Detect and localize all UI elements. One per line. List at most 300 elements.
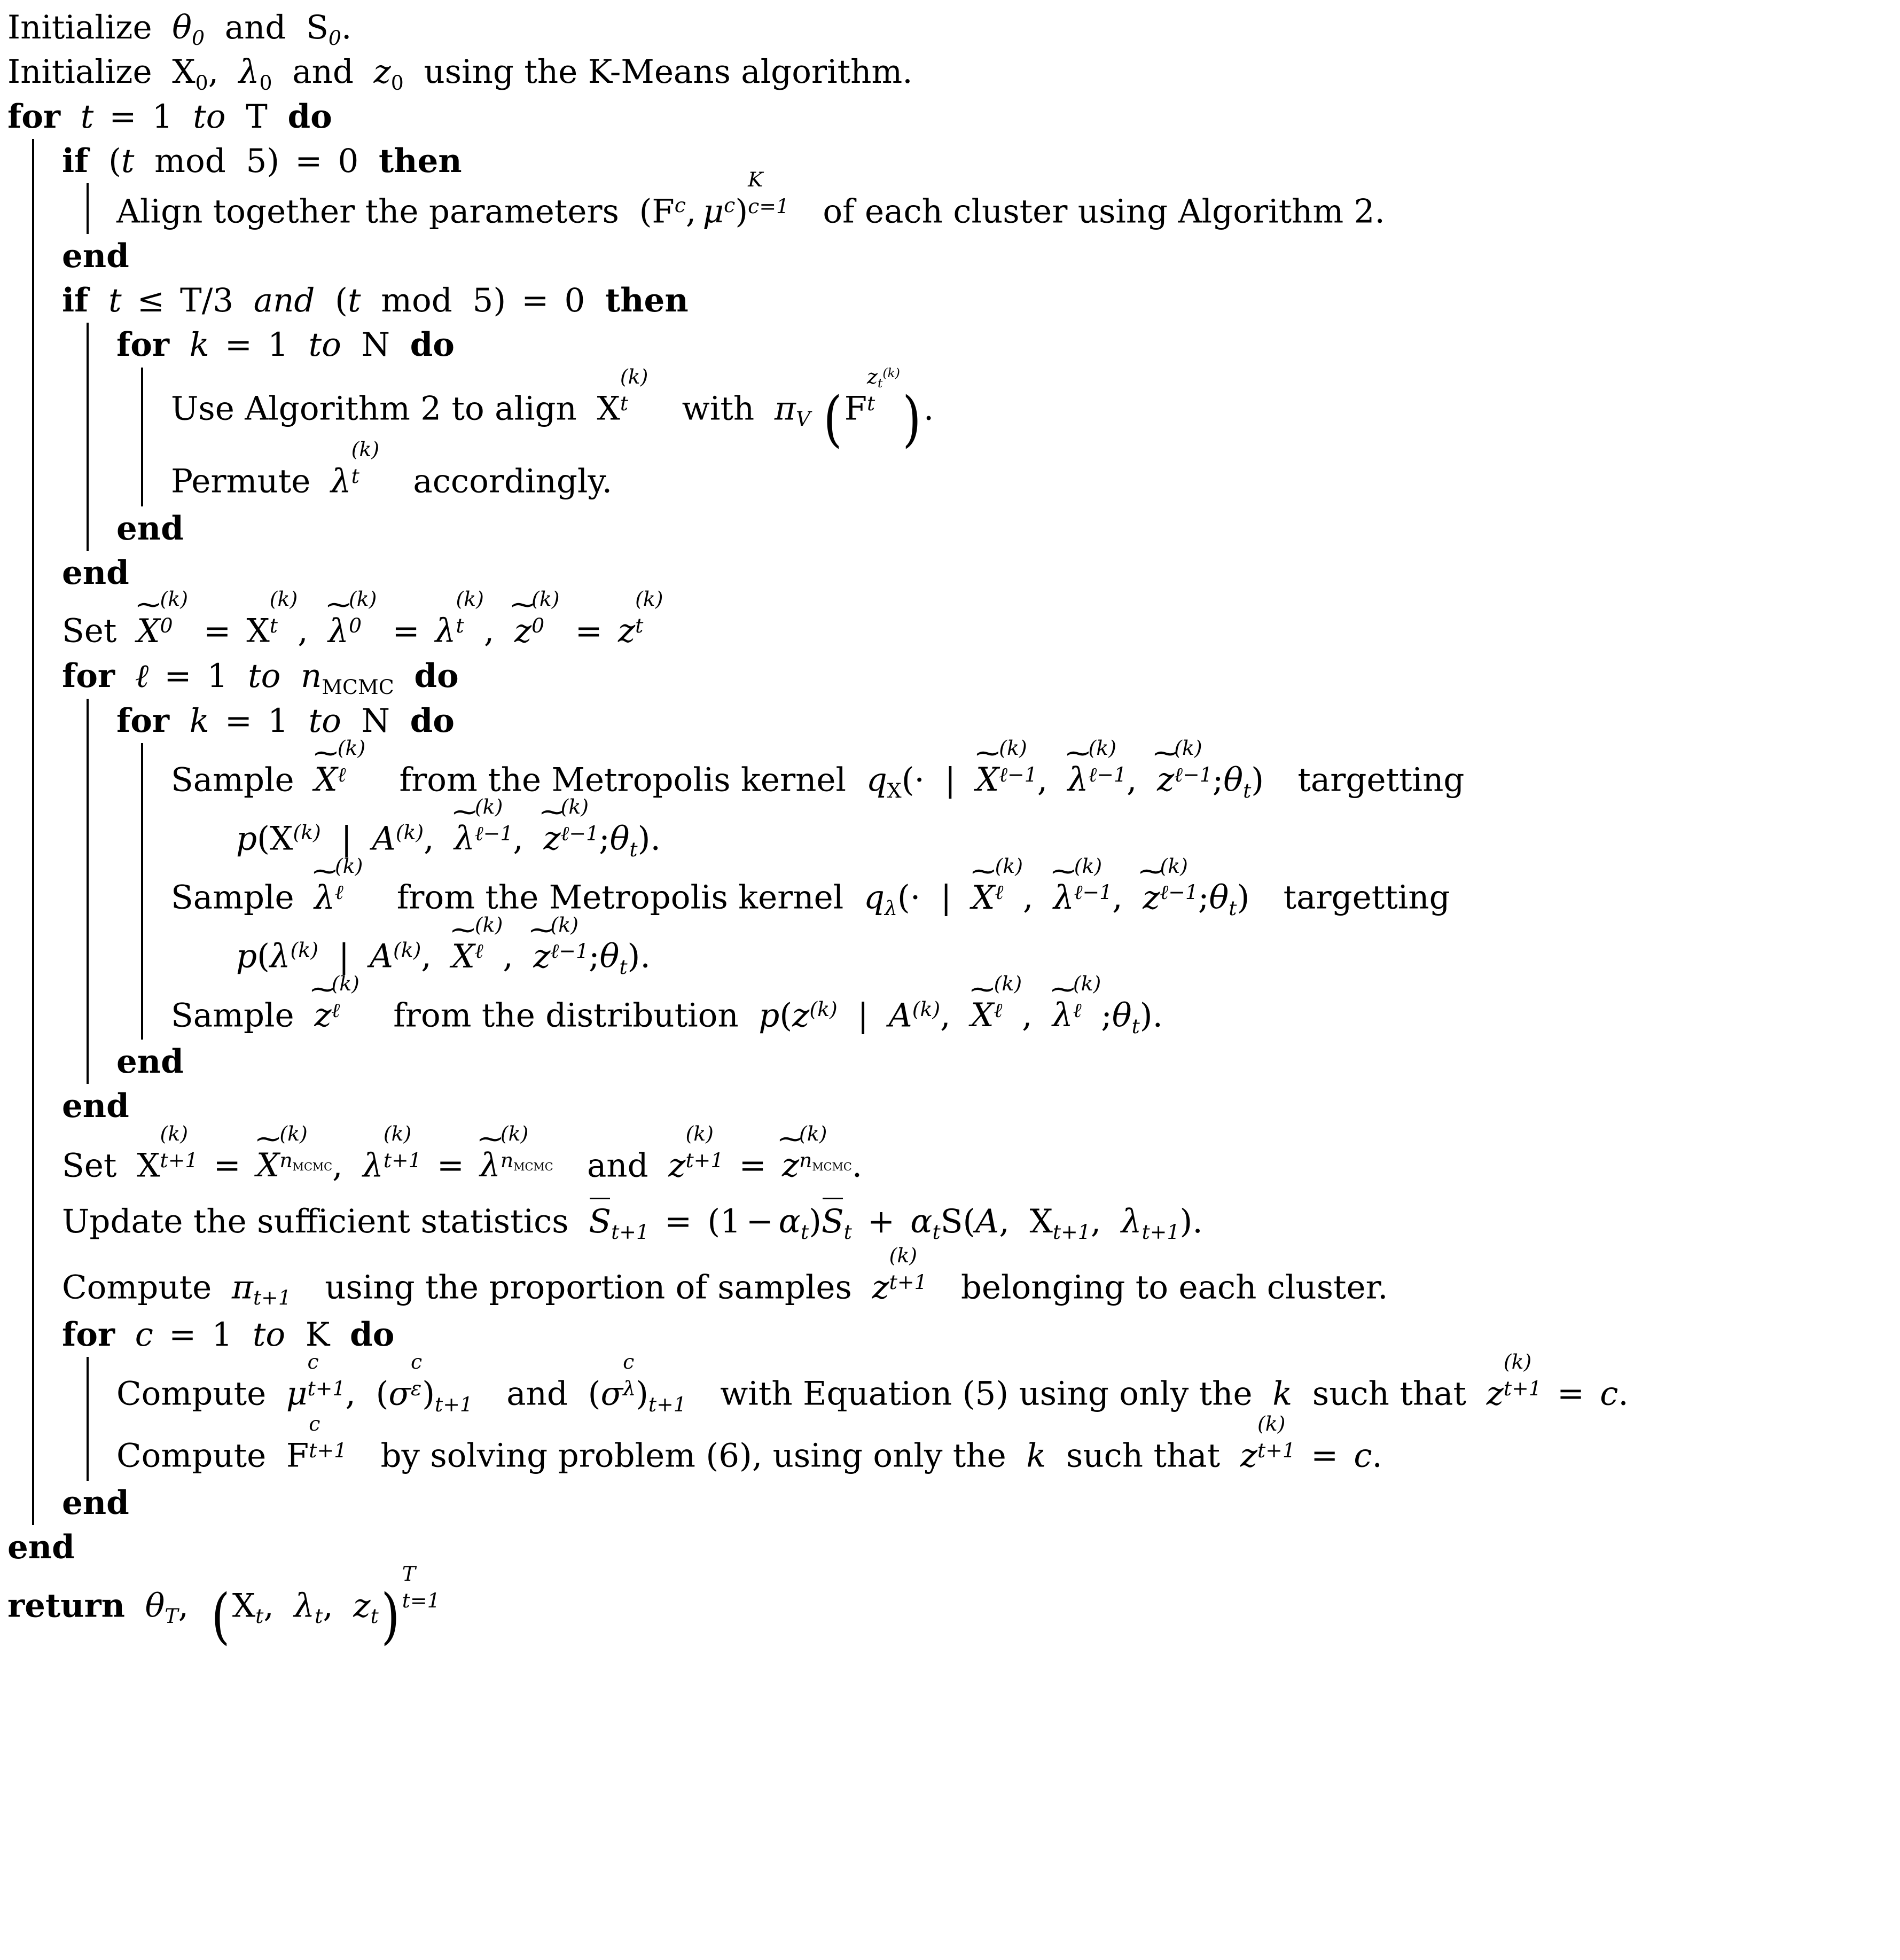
keyword-then: then — [605, 282, 689, 320]
var-z: z — [872, 1268, 889, 1306]
sup-k: (k) — [1073, 972, 1101, 996]
sub-t1: t+1 — [307, 1376, 346, 1400]
var-X-tilde: ~ X — [256, 1144, 279, 1186]
sup-k: (k) — [635, 587, 663, 611]
sub-X: X — [887, 778, 902, 802]
text: Initialize — [7, 53, 152, 91]
keyword-if: if — [62, 142, 89, 180]
sup-k: (k) — [560, 794, 589, 818]
keyword-end: end — [62, 1087, 129, 1126]
var-c: c — [135, 1315, 153, 1354]
sup-sub-pair — [1503, 1350, 1542, 1406]
sup-z: $z_t^{(k)}$ — [867, 364, 900, 391]
sup-k: (k) — [474, 912, 503, 936]
line-compute-F — [116, 1412, 1890, 1481]
keyword-to: to — [308, 326, 341, 364]
var-X-tilde: ~ X — [137, 610, 160, 652]
sup-sub-pair — [1257, 1412, 1295, 1468]
semicolon: ; — [589, 937, 600, 975]
var-z: z — [353, 1586, 371, 1625]
sub-lm1: ℓ−1 — [474, 821, 513, 845]
var-alpha: α — [910, 1202, 933, 1240]
var-lambda-tilde: ~ λ — [1053, 877, 1074, 919]
sub-T: T — [165, 1604, 178, 1628]
var-sigma: σ — [600, 1375, 623, 1413]
sup-k: (k) — [393, 938, 421, 962]
var-X: X — [172, 53, 196, 91]
comma: , — [208, 53, 219, 91]
sup-sub-pair — [867, 364, 900, 421]
sup-k: (k) — [269, 587, 298, 611]
keyword-then: then — [378, 142, 462, 180]
sub-t: t — [315, 1604, 323, 1628]
var-k: k — [1272, 1375, 1293, 1413]
sub: 0 — [191, 26, 205, 50]
sup-c: c — [623, 1350, 635, 1374]
line-if-mod5 — [62, 139, 1890, 183]
sub-lm1: ℓ−1 — [999, 762, 1037, 786]
keyword-end: end — [62, 1483, 129, 1522]
value-start: 1 — [152, 97, 173, 136]
sub-V: V — [795, 407, 811, 431]
sup-k: (k) — [995, 854, 1023, 878]
line-for-t — [7, 95, 1890, 139]
var-theta: θ — [145, 1586, 165, 1625]
var-z: z — [668, 1146, 686, 1184]
line-end-for-k-second — [116, 1040, 1890, 1084]
sup-k: (k) — [160, 587, 188, 611]
period: . — [1372, 1436, 1382, 1475]
operator-equals: = — [739, 1146, 767, 1184]
value-start: 1 — [212, 1315, 233, 1354]
text-tail: targetting — [1297, 761, 1465, 799]
keyword-end: end — [116, 1043, 184, 1081]
keyword-do: do — [410, 701, 455, 740]
paren-close: ) — [493, 282, 506, 320]
period: . — [650, 819, 661, 858]
sup: (k) — [882, 365, 900, 380]
line-target-X — [171, 794, 1890, 861]
text-and: and — [587, 1146, 648, 1184]
sup-k: (k) — [799, 1121, 827, 1145]
sup: c — [724, 193, 736, 217]
keyword-and: and — [253, 282, 315, 320]
comma: , — [263, 1586, 274, 1625]
value-start: 1 — [207, 657, 228, 696]
sup-sub-pair — [474, 794, 513, 851]
paren-close: ) — [809, 1202, 822, 1240]
period: . — [1192, 1202, 1203, 1240]
sub-t: t — [255, 1604, 264, 1628]
comma: , — [1127, 761, 1137, 799]
var-F: F — [286, 1436, 309, 1475]
sup-k: (k) — [351, 437, 380, 461]
value-0: 0 — [564, 282, 585, 320]
sup-sub-pair — [309, 1412, 347, 1468]
paren-open: ( — [779, 996, 793, 1035]
var-p: p — [759, 996, 780, 1035]
keyword-do: do — [350, 1315, 395, 1354]
line-end-for-l — [62, 1084, 1890, 1128]
sub-l: ℓ — [337, 762, 346, 786]
block-if-mod5-body — [87, 168, 1890, 234]
line-target-lambda — [171, 912, 1890, 979]
sub-l: ℓ — [331, 998, 340, 1022]
sub-t: t — [843, 1220, 852, 1244]
sub-t: t — [932, 1220, 941, 1244]
keyword-for: for — [62, 1315, 115, 1354]
operator-equals: = — [295, 142, 323, 180]
sub-c1: c=1 — [748, 194, 789, 218]
keyword-do: do — [410, 326, 455, 364]
sub-l: ℓ — [474, 939, 483, 963]
operator-equals: = — [436, 1146, 465, 1184]
text: Use Algorithm 2 to align — [171, 389, 577, 427]
var-lambda-tilde: ~ λ — [314, 877, 335, 919]
keyword-to: to — [193, 97, 226, 136]
sup-k: (k) — [994, 972, 1022, 996]
text-with: with — [682, 389, 755, 427]
operator-slash: / — [201, 282, 213, 320]
keyword-end: end — [62, 237, 129, 275]
text-tail: of each cluster using Algorithm 2. — [823, 192, 1385, 231]
keyword-for: for — [116, 326, 170, 364]
line-update-statistics — [62, 1193, 1890, 1251]
text: Sample — [171, 761, 294, 799]
block-for-k-second-body — [141, 736, 1890, 1040]
bar: | — [338, 937, 350, 975]
sub-t1: t+1 — [160, 1148, 198, 1172]
period: . — [1618, 1375, 1629, 1413]
paren-open: ( — [707, 1202, 721, 1240]
operator-mod: mod — [154, 142, 226, 180]
period: . — [923, 389, 934, 427]
sup-sub-pair — [348, 587, 377, 644]
var-c: c — [1600, 1375, 1618, 1413]
var-lambda: λ — [269, 937, 291, 975]
keyword-for: for — [62, 657, 115, 696]
var-lambda: λ — [294, 1586, 315, 1625]
text-mid: from the distribution — [393, 996, 739, 1035]
sub-0: 0 — [160, 614, 173, 638]
line-for-l — [62, 654, 1890, 698]
value-5: 5 — [472, 282, 494, 320]
sup-k: (k) — [1160, 854, 1188, 878]
var-z-tilde: ~ z — [1143, 877, 1160, 919]
text: Permute — [171, 462, 311, 500]
paren-open: ( — [639, 192, 652, 231]
keyword-for: for — [7, 97, 61, 136]
paren-open: ( — [335, 282, 348, 320]
operator-equals: = — [109, 97, 137, 136]
text-mid: using the proportion of samples — [325, 1268, 852, 1306]
var-T: T — [246, 97, 268, 136]
sup-k: (k) — [331, 972, 359, 996]
value-5: 5 — [246, 142, 267, 180]
line-permute-lambda — [171, 437, 1890, 506]
line-initialize-kmeans — [7, 50, 1890, 94]
comma: , — [332, 1146, 343, 1184]
paren-close: ) — [1237, 878, 1250, 917]
operator-equals: = — [664, 1202, 692, 1240]
var-z: z — [792, 996, 810, 1035]
paren-open: ( — [588, 1375, 601, 1413]
sup-sub-pair — [383, 1121, 421, 1178]
line-end-if-mod5 — [62, 234, 1890, 278]
text-and: and — [506, 1375, 568, 1413]
var-X: X — [269, 819, 293, 858]
sup-sub-pair — [999, 736, 1037, 792]
var-theta: θ — [609, 819, 630, 858]
var-theta: θ — [1223, 761, 1244, 799]
block-for-c-body — [87, 1350, 1890, 1481]
text-mid: by solving problem (6), using only the — [380, 1436, 1006, 1475]
var-t: t — [80, 97, 94, 136]
var-l: ℓ — [135, 657, 149, 696]
line-compute-mu — [116, 1350, 1890, 1419]
semicolon: ; — [599, 819, 610, 858]
keyword-do: do — [287, 97, 332, 136]
bar: | — [341, 819, 352, 858]
sub-l: ℓ — [335, 880, 343, 904]
operator-plus: + — [867, 1202, 895, 1240]
sub-t: t — [456, 614, 464, 638]
keyword-for: for — [116, 701, 170, 740]
sup-sub-pair — [1174, 736, 1213, 792]
sub-lambda: λ — [885, 896, 897, 920]
comma: , — [1090, 1202, 1101, 1240]
var-pi: π — [774, 389, 796, 427]
comma: , — [999, 1202, 1010, 1240]
sub-t1: t+1 — [435, 1392, 473, 1416]
line-set-final — [62, 1121, 1890, 1193]
var-X: X — [597, 389, 620, 427]
comma: , — [421, 937, 432, 975]
keyword-to: to — [308, 701, 341, 740]
var-S: S — [306, 9, 329, 46]
sub-0: 0 — [348, 614, 362, 638]
text-tail: targetting — [1283, 878, 1450, 917]
operator-minus: − — [746, 1202, 773, 1240]
sub-t: t — [619, 955, 628, 979]
var-k: k — [189, 326, 209, 364]
var-A: A — [369, 937, 393, 975]
sup: c — [674, 193, 686, 217]
line-use-algorithm2: Use Algorithm 2 to align X (k) t with $\pi_V$ (F $z_t^{(k)}$ t ). — [171, 364, 934, 455]
var-N: N — [361, 701, 390, 740]
sub-t: t — [1131, 1014, 1140, 1038]
var-sigma: σ — [388, 1375, 411, 1413]
text: Compute — [116, 1375, 267, 1413]
var-X-tilde: ~ X — [972, 877, 995, 919]
period: . — [1152, 996, 1163, 1035]
value-start: 1 — [268, 701, 288, 740]
line-initialize-theta — [7, 5, 1890, 50]
comma: , — [345, 1375, 356, 1413]
sup-k: (k) — [456, 587, 484, 611]
var-z-tilde: ~ z — [314, 994, 331, 1036]
sup-T: T — [402, 1561, 416, 1586]
var-X-tilde: ~ X — [971, 994, 994, 1036]
text: Set — [62, 612, 117, 650]
semicolon: ; — [1212, 761, 1224, 799]
operator-mod: mod — [381, 282, 452, 320]
comma: , — [1022, 996, 1033, 1035]
text-tail: using the K-Means algorithm. — [424, 53, 913, 91]
sub: 0 — [259, 71, 272, 95]
sup-k: (k) — [1503, 1350, 1532, 1374]
var-A: A — [888, 996, 912, 1035]
sup-k: (k) — [1074, 854, 1103, 878]
sub-lm1: ℓ−1 — [1088, 762, 1127, 786]
operator-equals: = — [1557, 1375, 1585, 1413]
var-X-tilde: ~ X — [314, 759, 337, 801]
var-lambda-tilde: ~ λ — [480, 1144, 501, 1186]
var-k: k — [1026, 1436, 1046, 1475]
keyword-to: to — [252, 1315, 286, 1354]
line-end-for-c — [62, 1481, 1890, 1525]
paren-open: ( — [897, 878, 910, 917]
sub-t: t — [635, 614, 644, 638]
sup-sub-pair — [620, 364, 648, 421]
comma: , — [503, 937, 513, 975]
operator-le: ≤ — [137, 282, 165, 320]
sup-k: (k) — [279, 1121, 308, 1145]
text: Sample — [171, 878, 294, 917]
sup-sub-pair — [351, 437, 380, 494]
dot: · — [910, 878, 921, 917]
sub-lm1: ℓ−1 — [550, 939, 589, 963]
text: Set — [62, 1146, 117, 1184]
line-return: return $\theta_T$, ($X_t$, $\lambda_t$, $z_t$) T t=1 — [7, 1561, 440, 1652]
text: Compute — [116, 1436, 267, 1475]
sub-t1: t+1 — [309, 1438, 347, 1462]
text-mid2: such that — [1312, 1375, 1467, 1413]
var-X: X — [137, 1146, 160, 1184]
paren-close: ) — [627, 937, 640, 975]
operator-equals: = — [204, 612, 231, 650]
sub-t1: t+1 — [889, 1270, 927, 1294]
sup-sub-pair — [335, 854, 363, 910]
var-theta: θ — [599, 937, 620, 975]
func-S: S — [940, 1202, 963, 1240]
sup-sub-pair — [337, 736, 366, 792]
sup-sub-pair — [402, 1561, 440, 1618]
sup-sub-pair — [799, 1121, 852, 1178]
var-z-tilde: ~ z — [782, 1144, 799, 1186]
var-z: z — [373, 53, 391, 91]
text-mid2: such that — [1066, 1436, 1221, 1475]
var-n: n — [301, 657, 322, 696]
var-mu: μ — [286, 1375, 308, 1413]
sub-n: $n_{MCMC}$ — [799, 1148, 852, 1174]
sup-k: (k) — [1257, 1412, 1286, 1436]
var-t: t — [108, 282, 122, 320]
line-end-for-k-first — [116, 506, 1890, 551]
sup-sub-pair — [160, 587, 188, 644]
sub-epsilon: ε — [411, 1376, 422, 1400]
sup-k: (k) — [337, 736, 366, 760]
sup-k: (k) — [474, 794, 503, 818]
paren-close: ) — [735, 192, 748, 231]
keyword-to: to — [248, 657, 281, 696]
bar: | — [940, 878, 952, 917]
comma: , — [685, 192, 703, 231]
sup-k: (k) — [395, 820, 424, 844]
sup-c: c — [309, 1412, 320, 1436]
paren-open: ( — [108, 142, 121, 180]
sup-k: (k) — [383, 1121, 412, 1145]
var-X: X — [232, 1586, 256, 1625]
paren-open: ( — [257, 819, 270, 858]
operator-equals: = — [164, 657, 192, 696]
var-S-bar: S — [822, 1200, 844, 1243]
var-alpha: α — [778, 1202, 801, 1240]
var-p: p — [236, 819, 257, 858]
block-for-t-body — [32, 139, 1890, 1525]
comma: , — [940, 996, 951, 1035]
sub-t1: t+1 — [648, 1392, 686, 1416]
value-0: 0 — [338, 142, 359, 180]
comma: , — [1023, 878, 1034, 917]
var-p: p — [236, 937, 257, 975]
sup-sub-pair — [748, 168, 789, 224]
var-lambda: λ — [363, 1146, 384, 1184]
sup-sub-pair — [269, 587, 298, 644]
operator-equals: = — [392, 612, 420, 650]
sub-t: t — [1229, 896, 1237, 920]
sup-sub-pair — [411, 1350, 423, 1406]
comma: , — [298, 612, 308, 650]
line-compute-pi — [62, 1243, 1890, 1313]
sub-t1: t+1 — [253, 1286, 291, 1310]
sup-k: (k) — [685, 1121, 714, 1145]
period: . — [341, 9, 352, 46]
text: Sample — [171, 996, 294, 1035]
value-start: 1 — [268, 326, 288, 364]
sup-k: (k) — [1088, 736, 1116, 760]
sup-sub-pair — [500, 1121, 553, 1178]
paren-open: ( — [963, 1202, 976, 1240]
sup-k: (k) — [1174, 736, 1202, 760]
sub-lm1: ℓ−1 — [1074, 880, 1113, 904]
sub-t: t — [1243, 778, 1252, 802]
operator-equals: = — [224, 326, 252, 364]
value-3: 3 — [213, 282, 234, 320]
var-X: X — [1029, 1202, 1053, 1240]
var-lambda-tilde: ~ λ — [1052, 994, 1073, 1036]
sub-n: $n_{MCMC}$ — [500, 1148, 553, 1174]
sup-k: (k) — [500, 1121, 529, 1145]
sub-t1: t+1 — [1052, 1220, 1091, 1244]
var-q: q — [866, 761, 887, 799]
var-A: A — [372, 819, 396, 858]
paren-close: ) — [1251, 761, 1264, 799]
comma: , — [1037, 761, 1048, 799]
comma: , — [178, 1586, 189, 1625]
period: . — [851, 1146, 863, 1184]
sup-k: (k) — [160, 1121, 188, 1145]
sub-t1: t+1 — [383, 1148, 421, 1172]
sup-sub-pair — [160, 1121, 198, 1178]
sup-sub-pair — [1074, 854, 1113, 910]
var-F: F — [652, 192, 675, 231]
var-z-tilde: ~ z — [1157, 759, 1174, 801]
sub: 0 — [328, 26, 341, 50]
text-and: and — [292, 53, 354, 91]
var-N: N — [361, 326, 390, 364]
sup-k: (k) — [620, 364, 648, 388]
